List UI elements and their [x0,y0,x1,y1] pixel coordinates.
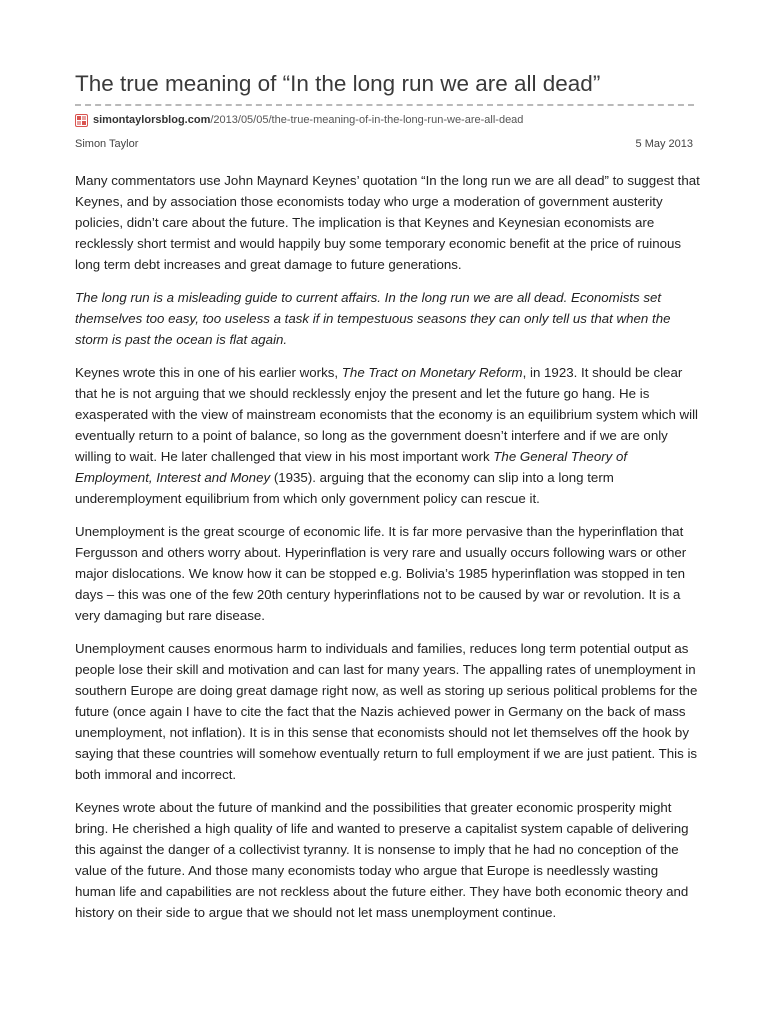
article-body [75,170,700,935]
source-path[interactable]: /2013/05/05/the-true-meaning-of-in-the-long-run-we-are-all-dead [210,114,524,126]
paragraph-intro: Many commentators use John Maynard Keynes’ quotation “In the long run we are all dead” to suggest that Keynes, and by association those economists today who urge a moderation of government austerity policies, didn’t care about the future. The implication is that Keynes and Keynesian economists are recklessly short termist and would happily buy some temporary economic benefit at the price of ruinous long term debt increases and great damage to future generations. [75,173,700,272]
paragraph-future: Keynes wrote about the future of mankind and the possibilities that greater economic prosperity might bring. He cherished a high quality of life and wanted to preserve a capitalist system capable of delivering this against the danger of a collectivist tyranny. It is nonsense to imply that he had no conception of the value of the future. And those many economists today who argue that Europe is needlessly wasting human life and capabilities are not reckless about the future either. They have both economic theory and history on their side to argue that we should not let mass unemployment continue. [75,800,689,920]
bookmark-flag-icon [75,114,88,127]
paragraph-text: (1935). arguing that the economy can slip into a long term underemployment equilibrium from which only government policy can rescue it. [75,470,614,506]
paragraph-text: , in 1923. It should be clear that he is not arguing that we should recklessly enjoy the present and let the future go hang. He is exasperated with the view of mainstream economists that the economy is an equilibrium system which will eventually return to a point of balance, so long as the government doesn’t interfere and if we are only willing to wait. He later challenged that view in his most important work [75,365,699,464]
source-link[interactable] [75,112,523,128]
publish-date: 5 May 2013 [635,138,693,150]
paragraph-unemployment: Unemployment is the great scourge of economic life. It is far more pervasive than the hyperinflation that Fergusson and others worry about. Hyperinflation is very rare and usually occurs following wars or other major dislocations. We know how it can be stopped e.g. Bolivia’s 1985 hyperinflation was stopped in ten days – this was one of the few 20th century hyperinflations not to be caused by war or revolution. It is a very damaging but rare disease. [75,524,687,623]
book-title: The Tract on Monetary Reform [341,365,523,380]
page-title: The true meaning of “In the long run we are all dead” [75,71,601,96]
author-name: Simon Taylor [75,138,139,150]
title-divider [75,104,694,106]
paragraph-text: Keynes wrote this in one of his earlier works, [75,365,342,380]
paragraph-harm: Unemployment causes enormous harm to individuals and families, reduces long term potential output as people lose their skill and motivation and can last for many years. The appalling rates of unemployment in southern Europe are doing great damage right now, as well as storing up serious political problems for the future (once again I have to cite the fact that the Nazis achieved power in Germany on the back of mass unemployment, not inflation). It is in this sense that economists should not let themselves off the hook by saying that these countries will somehow eventually return to full employment if we are just patient. This is both immoral and incorrect. [75,641,698,782]
keynes-quote: The long run is a misleading guide to current affairs. In the long run we are all dead. Economists set themselves too easy, too useless a task if in tempestuous seasons they can only tell us that when the storm is past the ocean is flat again. [75,290,671,347]
source-domain[interactable]: simontaylorsblog.com [93,114,211,126]
paragraph-tract [75,362,700,509]
book-title: The General Theory of Employment, Interest and Money [75,449,628,485]
